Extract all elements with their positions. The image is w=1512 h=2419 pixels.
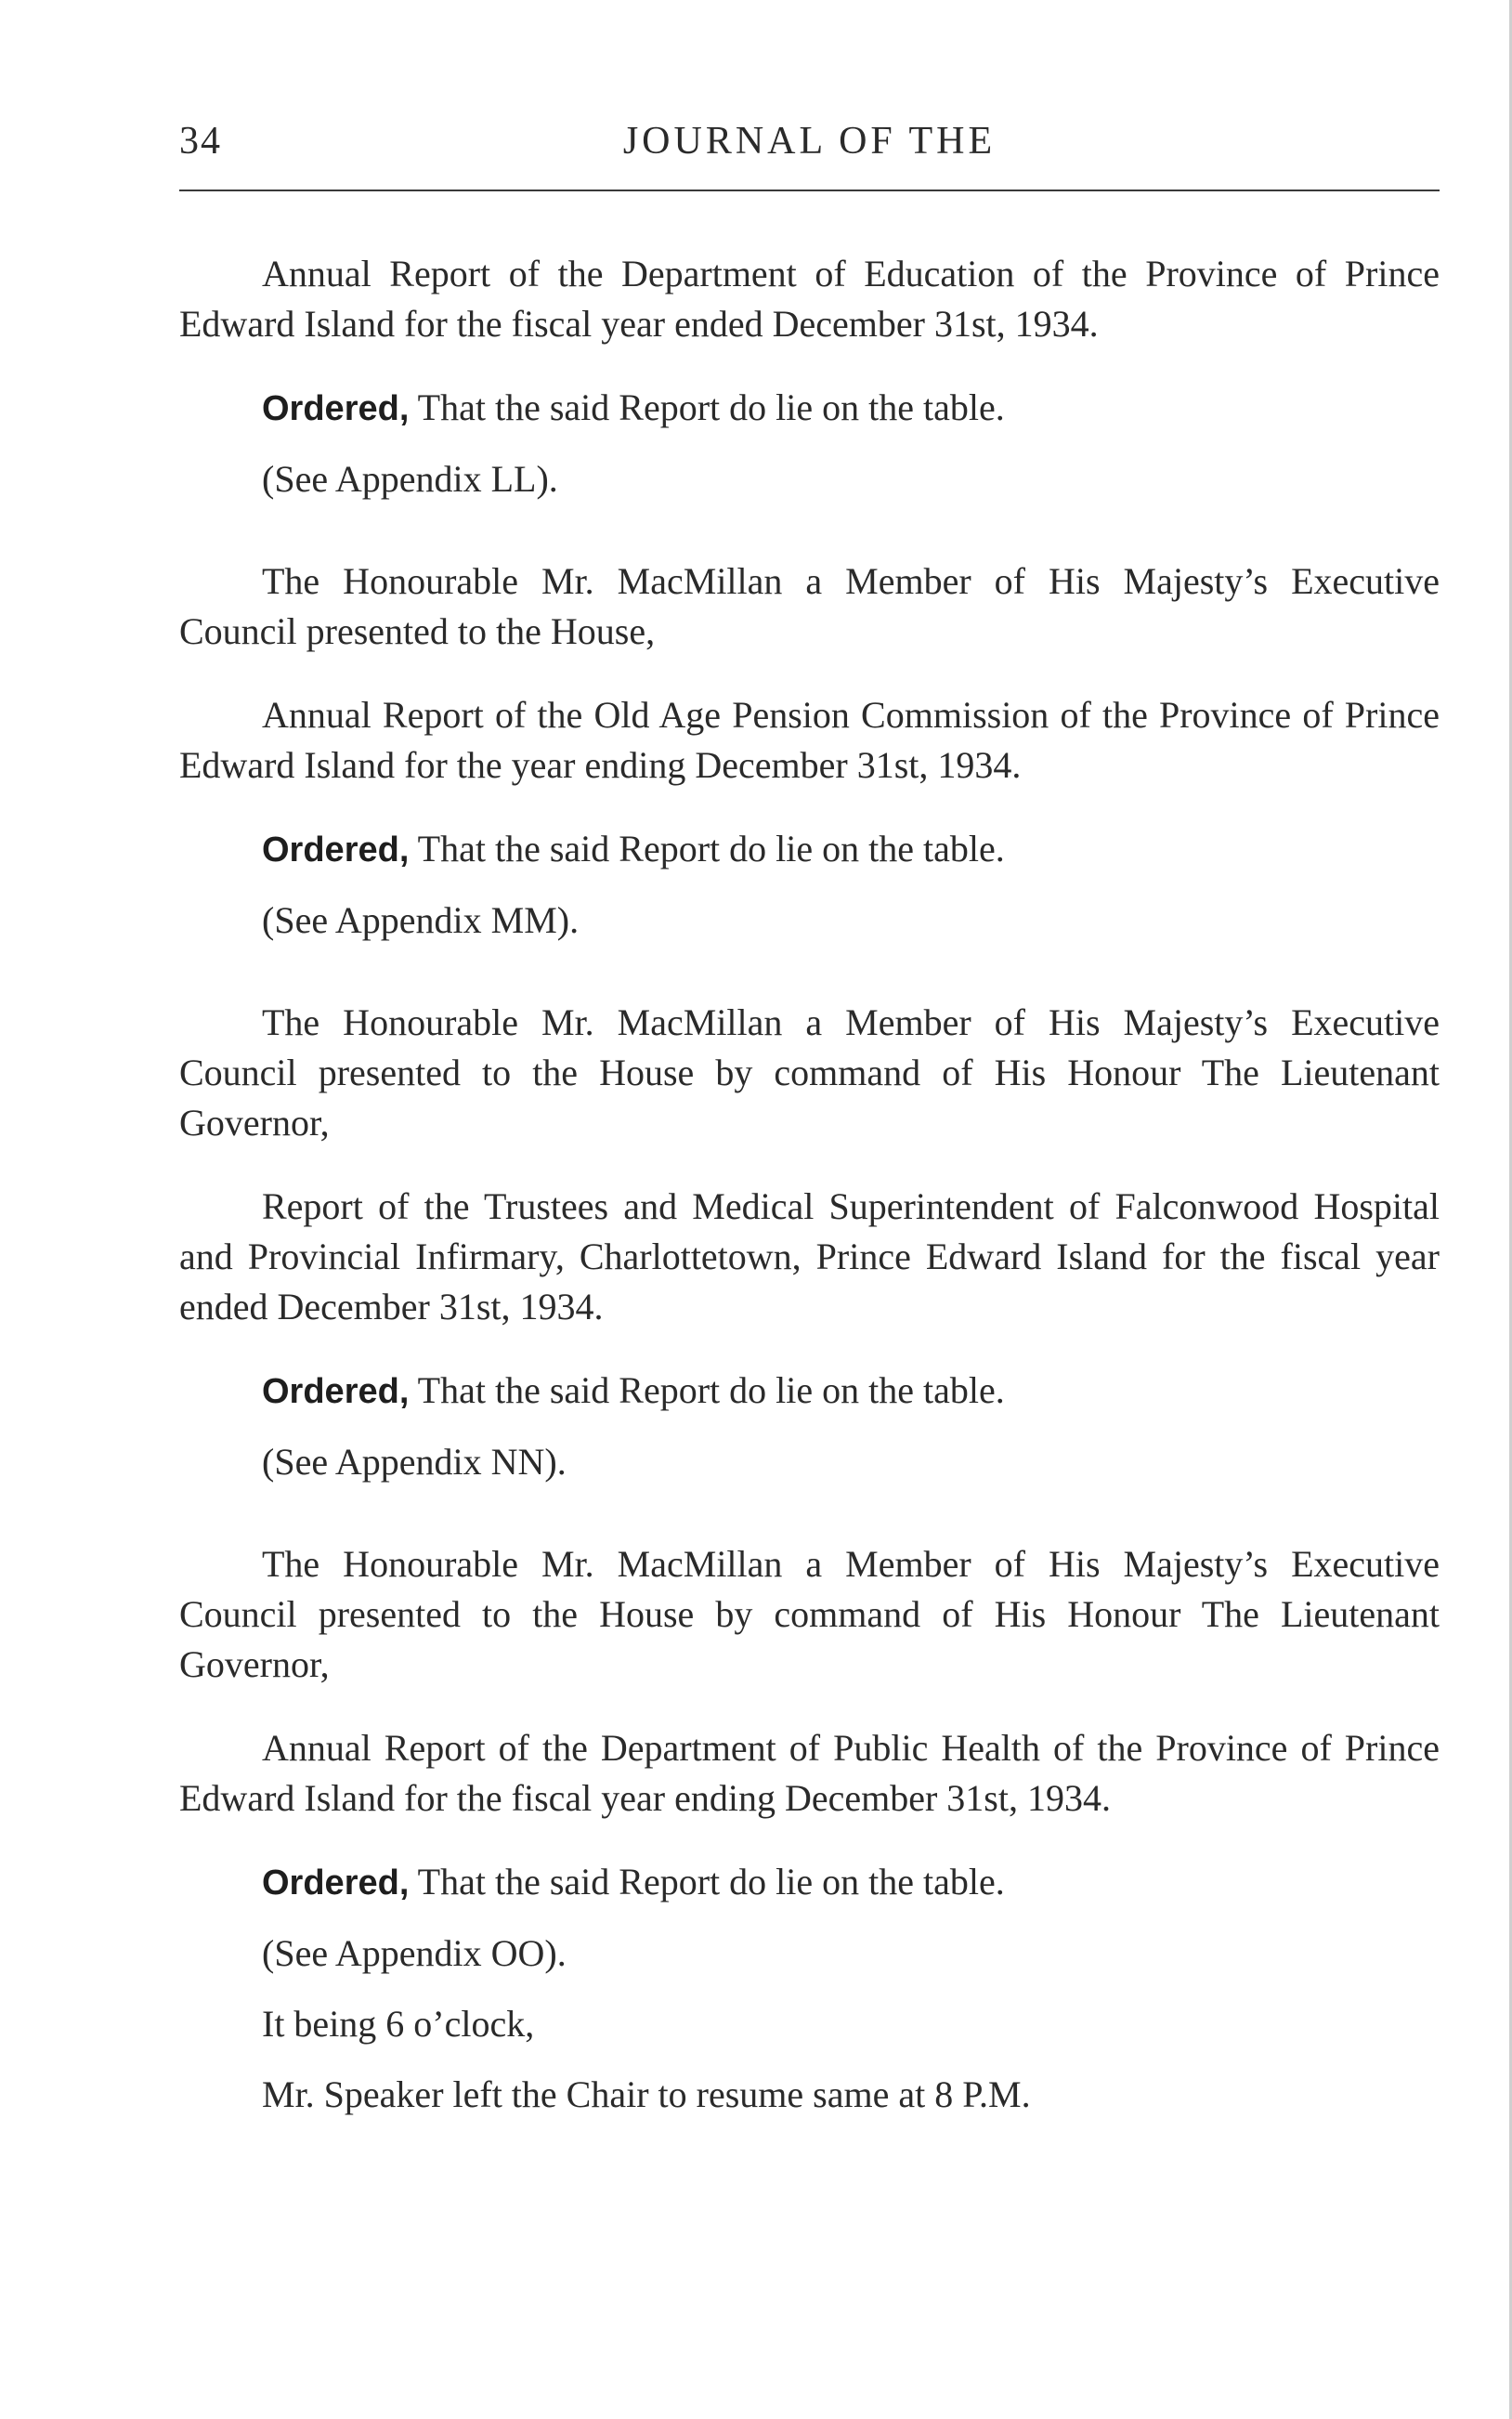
ordered-text: That the said Report do lie on the table. bbox=[409, 1861, 1005, 1903]
ordered-line bbox=[179, 1366, 1440, 1417]
ordered-text: That the said Report do lie on the table. bbox=[409, 828, 1005, 870]
ordered-line bbox=[179, 1857, 1440, 1908]
header-rule bbox=[179, 190, 1440, 191]
presentation-paragraph: The Honourable Mr. MacMillan a Member of His Majesty’s Executive Council presented to the House by command of His Honour The Lieutenant Governor, bbox=[179, 1001, 1440, 1144]
page-header bbox=[179, 119, 1440, 175]
report-education: Annual Report of the Department of Education of the Province of Prince Edward Island for the fiscal year ended December 31st, 1934. bbox=[179, 253, 1440, 345]
adjournment-time: It being 6 o’clock, bbox=[262, 2003, 535, 2045]
appendix-reference: (See Appendix OO). bbox=[262, 1932, 567, 1974]
ordered-keyword: Ordered, bbox=[262, 1372, 410, 1411]
ordered-line bbox=[179, 824, 1440, 875]
ordered-text: That the said Report do lie on the table. bbox=[409, 1369, 1005, 1411]
ordered-keyword: Ordered, bbox=[262, 1863, 410, 1903]
running-head: JOURNAL OF THE bbox=[622, 120, 997, 163]
presentation-paragraph: The Honourable Mr. MacMillan a Member of His Majesty’s Executive Council presented to the House, bbox=[179, 560, 1440, 652]
ordered-line bbox=[179, 383, 1440, 434]
report-public-health: Annual Report of the Department of Public Health of the Province of Prince Edward Island for the fiscal year ending December 31st, 1934. bbox=[179, 1727, 1440, 1819]
report-old-age-pension: Annual Report of the Old Age Pension Commission of the Province of Prince Edward Island for the year ending December 31st, 1934. bbox=[179, 694, 1440, 786]
journal-body bbox=[179, 249, 1440, 2140]
presentation-paragraph: The Honourable Mr. MacMillan a Member of His Majesty’s Executive Council presented to the House by command of His Honour The Lieutenant Governor, bbox=[179, 1543, 1440, 1685]
ordered-keyword: Ordered, bbox=[262, 389, 410, 428]
report-falconwood-hospital: Report of the Trustees and Medical Superintendent of Falconwood Hospital and Provincial Infirmary, Charlottetown, Prince Edward Island for the fiscal year ended December 31st, 1934. bbox=[179, 1185, 1440, 1327]
appendix-reference: (See Appendix NN). bbox=[262, 1441, 567, 1483]
ordered-text: That the said Report do lie on the table. bbox=[409, 386, 1005, 428]
ordered-keyword: Ordered, bbox=[262, 830, 410, 870]
speaker-left-chair: Mr. Speaker left the Chair to resume same at 8 P.M. bbox=[262, 2073, 1031, 2115]
page-number: 34 bbox=[179, 120, 222, 163]
appendix-reference: (See Appendix MM). bbox=[262, 899, 580, 941]
appendix-reference: (See Appendix LL). bbox=[262, 458, 558, 500]
